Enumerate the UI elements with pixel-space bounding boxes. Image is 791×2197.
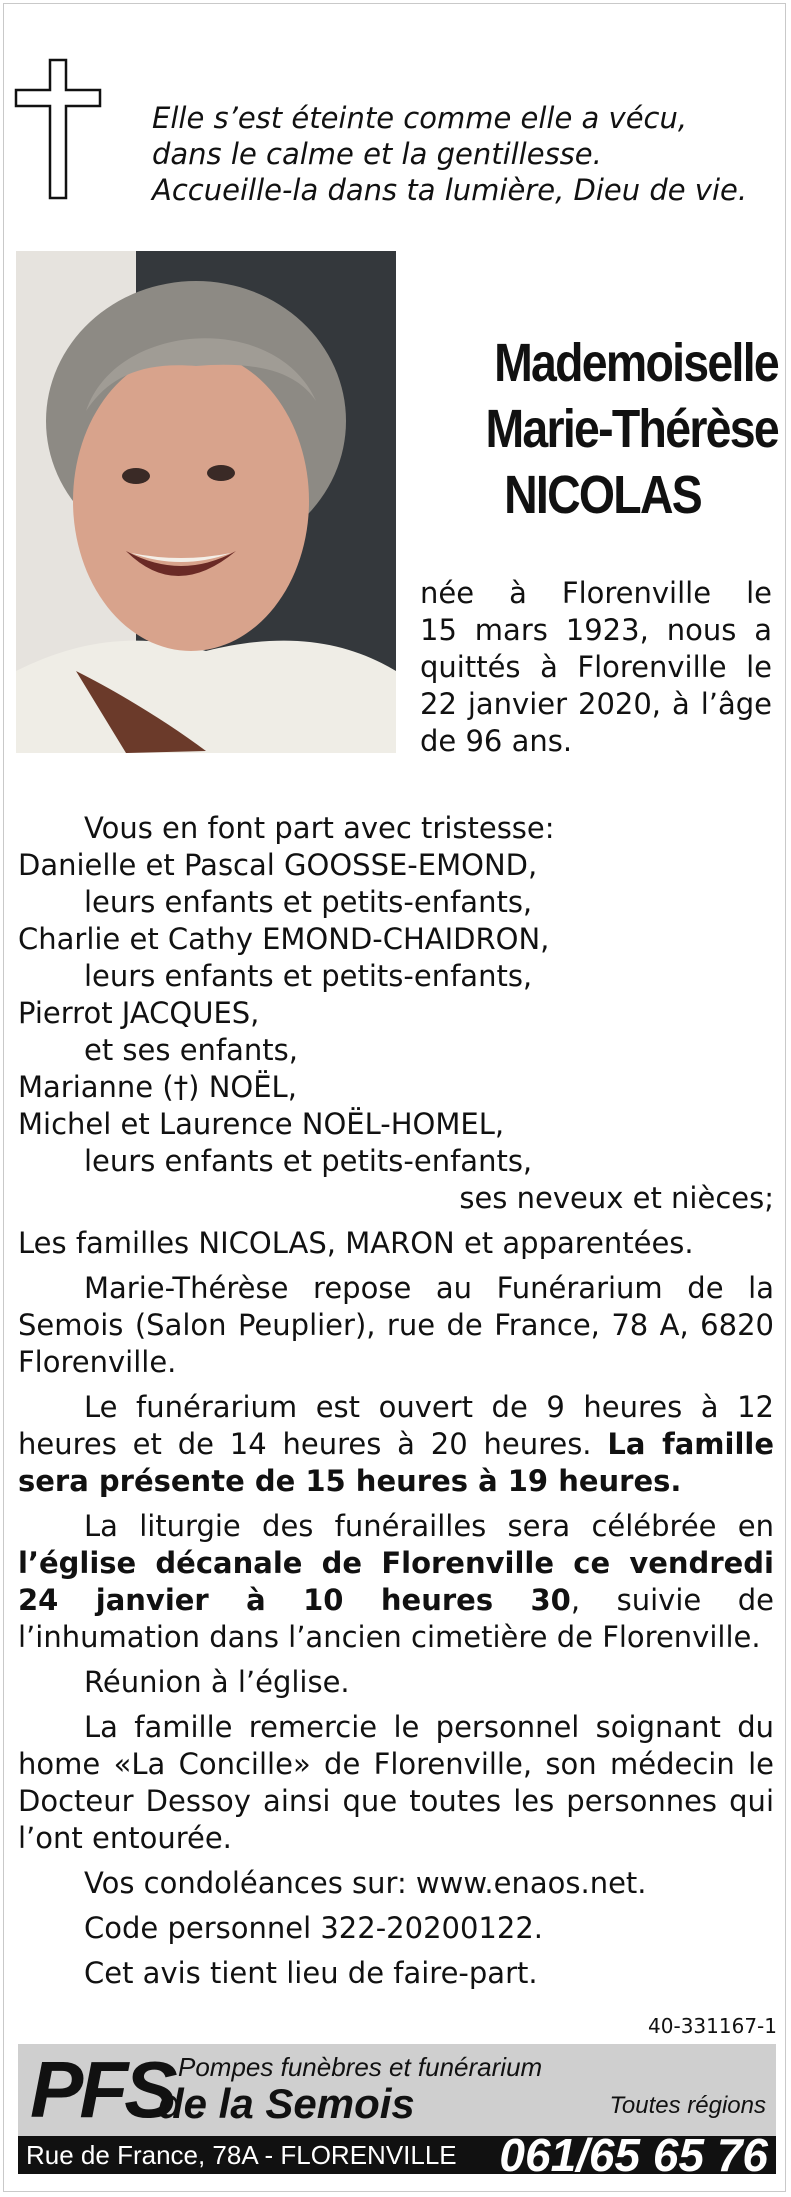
name-first: Marie-Thérèse (485, 399, 778, 459)
banner-company-name: de la Semois (158, 2080, 415, 2127)
family-line: leurs enfants et petits-enfants, (84, 959, 533, 993)
birth-line: née à Florenville le (420, 576, 772, 610)
family-line: Danielle et Pascal GOOSSE-EMOND, (18, 848, 538, 882)
banner-phone: 061/65 65 76 (499, 2129, 768, 2181)
condolences-paragraph: Vos condoléances sur: www.enaos.net. (84, 1866, 647, 1900)
liturgy-text: La liturgie des funérailles sera célébrée en (84, 1509, 774, 1543)
reunion-paragraph: Réunion à l’église. (84, 1665, 350, 1699)
family-line: leurs enfants et petits-enfants, (84, 1144, 533, 1178)
family-line: Charlie et Cathy EMOND-CHAIDRON, (18, 922, 550, 956)
cross-icon (14, 58, 102, 200)
hours-paragraph (18, 1389, 774, 1500)
notice-paragraph: Cet avis tient lieu de faire-part. (84, 1956, 538, 1990)
family-line: Michel et Laurence NOËL-HOMEL, (18, 1107, 505, 1141)
epitaph-quote (152, 100, 772, 208)
birth-line: quittés à Florenville le (420, 650, 772, 684)
thanks-paragraph: La famille remercie le personnel soignant du home «La Concille» de Florenville, son médecin le Docteur Dessoy ainsi que toutes les personnes qui l’ont entourée. (18, 1710, 774, 1855)
liturgy-place-date: l’église décanale de Florenville ce vendredi 24 janvier à 10 heures 30 (18, 1546, 774, 1617)
family-line: Les familles NICOLAS, MARON et apparentées. (18, 1226, 694, 1260)
deceased-name (462, 330, 778, 528)
funeral-home-banner (18, 2044, 776, 2181)
family-line: Marianne (†) NOËL, (18, 1070, 297, 1104)
birth-line: 22 janvier 2020, à l’âge (420, 687, 772, 721)
reference-number: 40-331167-1 (648, 2014, 777, 2038)
banner-address: Rue de France, 78A - FLORENVILLE (26, 2140, 457, 2170)
name-last: NICOLAS (504, 465, 702, 525)
family-line: Pierrot JACQUES, (18, 996, 260, 1030)
quote-line-2: dans le calme et la gentillesse. (152, 137, 602, 171)
code-paragraph: Code personnel 322-20200122. (84, 1911, 544, 1945)
family-line: et ses enfants, (84, 1033, 298, 1067)
liturgy-burial: , suivie de l’inhumation dans l’ancien cimetière de Florenville. (18, 1583, 775, 1654)
family-line: leurs enfants et petits-enfants, (84, 885, 533, 919)
quote-line-3: Accueille-la dans ta lumière, Dieu de vie. (152, 173, 748, 207)
birth-line: 15 mars 1923, nous a (420, 613, 772, 647)
repose-paragraph: Marie-Thérèse repose au Funérarium de la Semois (Salon Peuplier), rue de France, 78 A, 6820 Florenville. (18, 1271, 774, 1379)
birth-line: de 96 ans. (420, 724, 573, 758)
banner-service-line: Pompes funèbres et funérarium (178, 2052, 543, 2082)
banner-contact-bar (18, 2129, 776, 2181)
birth-death-details (420, 575, 772, 760)
portrait-illustration (16, 251, 396, 753)
family-line: ses neveux et nièces; (459, 1181, 774, 1215)
liturgy-paragraph (18, 1508, 774, 1656)
portrait-photo (16, 251, 396, 753)
banner-regions: Toutes régions (609, 2092, 766, 2119)
pfs-logo: PFS (30, 2045, 174, 2134)
hours-text: Le funérarium est ouvert de 9 heures à 12 heures et de 14 heures à 20 heures. (18, 1390, 774, 1461)
family-intro: Vous en font part avec tristesse: (84, 811, 555, 845)
hours-family-presence: La famille sera présente de 15 heures à 19 heures. (18, 1427, 775, 1498)
notice-body (18, 810, 774, 1992)
quote-line-1: Elle s’est éteinte comme elle a vécu, (152, 101, 688, 135)
name-title: Mademoiselle (494, 333, 778, 393)
